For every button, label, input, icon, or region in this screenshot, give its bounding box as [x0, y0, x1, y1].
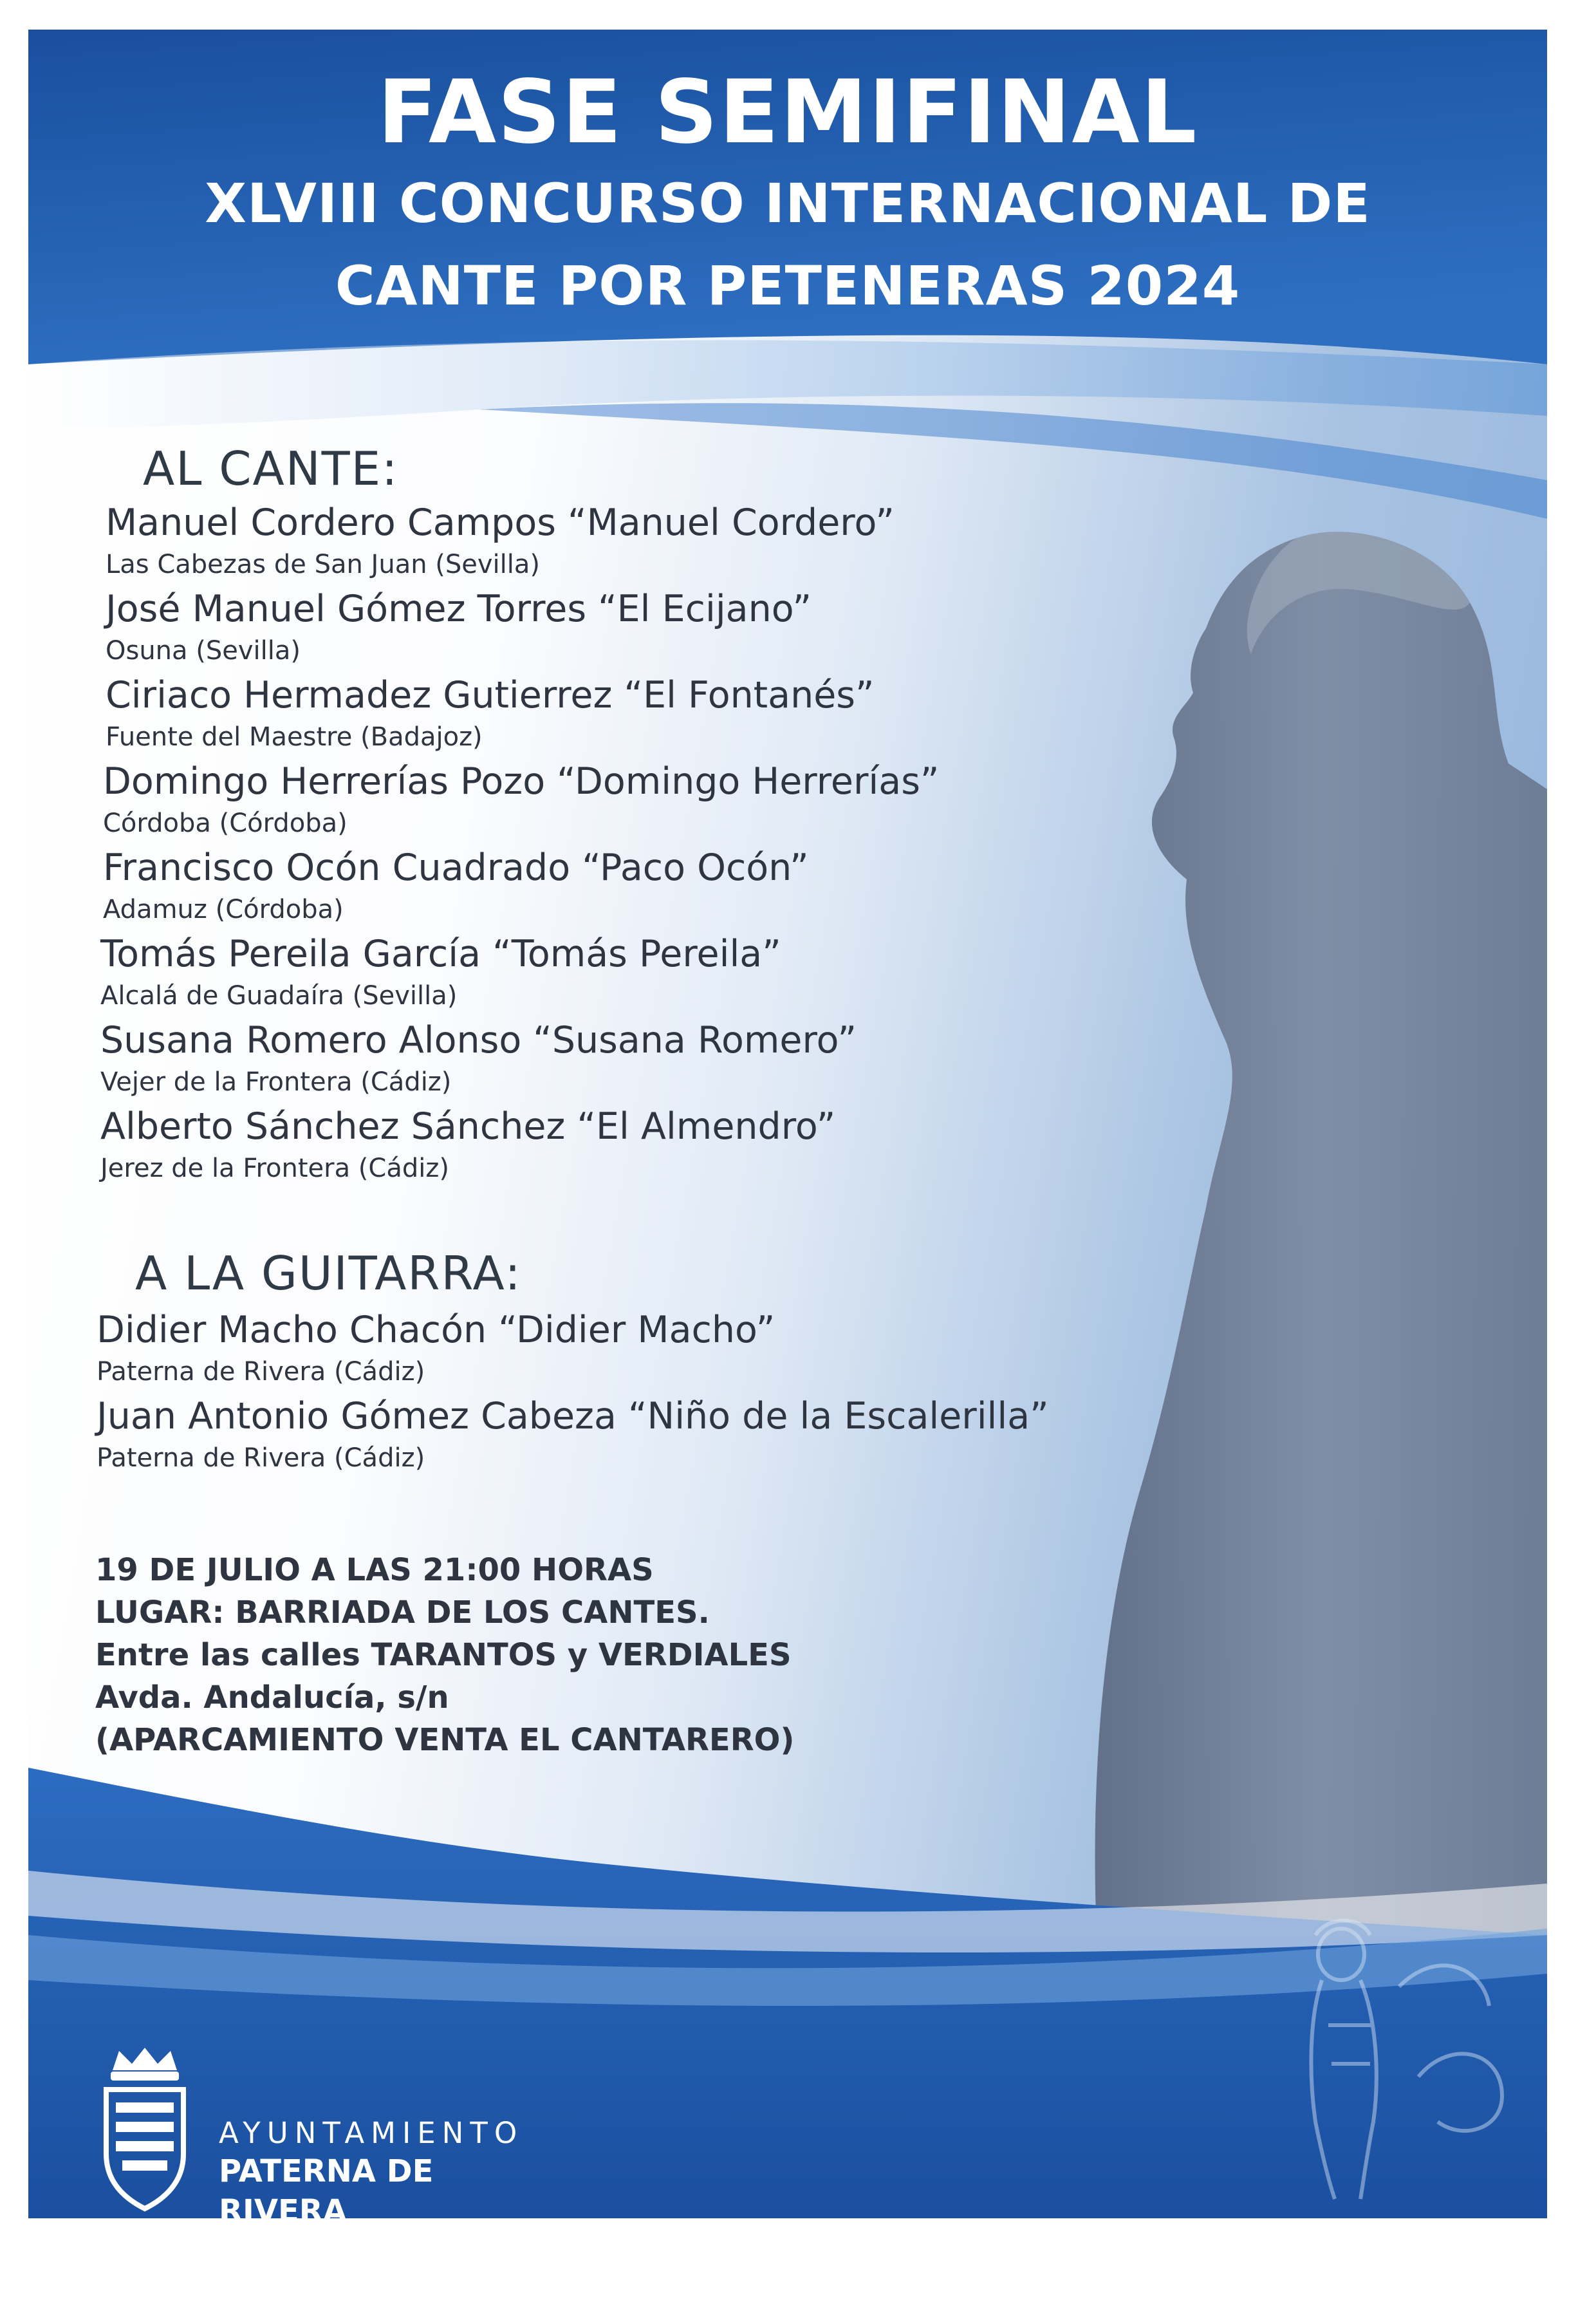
event-info — [95, 1549, 794, 1761]
participant-place: Jerez de la Frontera (Cádiz) — [100, 1154, 449, 1183]
event-streets: Entre las calles TARANTOS y VERDIALES — [95, 1637, 792, 1673]
poster — [28, 30, 1547, 2304]
participant-cante-1 — [106, 500, 895, 583]
participant-cante-3 — [106, 672, 875, 756]
participant-guitarra-2 — [97, 1393, 1049, 1477]
event-address: Avda. Andalucía, s/n — [95, 1679, 449, 1716]
participant-name: Didier Macho Chacón “Didier Macho” — [97, 1309, 775, 1351]
participant-name: Alberto Sánchez Sánchez “El Almendro” — [100, 1105, 836, 1148]
participant-guitarra-1 — [97, 1307, 775, 1390]
participant-name: Susana Romero Alonso “Susana Romero” — [100, 1019, 857, 1062]
participant-name: Juan Antonio Gómez Cabeza “Niño de la Escalerilla” — [97, 1395, 1049, 1437]
ayuntamiento-text — [219, 2115, 547, 2311]
org-line-1: AYUNTAMIENTO — [219, 2116, 524, 2150]
cantaor-figure-emblem-icon — [1270, 1909, 1528, 2205]
statue-silhouette-image — [994, 519, 1547, 1935]
participant-name: Francisco Ocón Cuadrado “Paco Ocón” — [103, 847, 809, 889]
section-heading-cante: AL CANTE: — [143, 442, 399, 496]
ayuntamiento-logo — [97, 2044, 547, 2304]
participant-place: Las Cabezas de San Juan (Sevilla) — [106, 550, 540, 579]
participant-place: Córdoba (Córdoba) — [103, 809, 348, 838]
participant-cante-6 — [100, 931, 781, 1015]
org-line-2: PATERNA DE RIVERA — [219, 2153, 434, 2229]
coat-of-arms-icon — [97, 2044, 193, 2212]
poster-subtitle — [28, 162, 1547, 327]
section-heading-guitarra: A LA GUITARRA: — [135, 1246, 522, 1300]
participant-cante-5 — [103, 845, 809, 928]
participant-cante-7 — [100, 1017, 857, 1101]
participant-name: José Manuel Gómez Torres “El Ecijano” — [106, 588, 812, 630]
participant-place: Paterna de Rivera (Cádiz) — [97, 1443, 425, 1473]
participant-name: Ciriaco Hermadez Gutierrez “El Fontanés” — [106, 674, 875, 716]
participant-place: Osuna (Sevilla) — [106, 636, 301, 666]
participant-cante-8 — [100, 1103, 835, 1187]
event-parking: (APARCAMIENTO VENTA EL CANTARERO) — [95, 1722, 795, 1758]
event-place: LUGAR: BARRIADA DE LOS CANTES. — [95, 1595, 710, 1631]
participant-name: Domingo Herrerías Pozo “Domingo Herrerías” — [103, 760, 940, 803]
subtitle-line-2: CANTE POR PETENERAS 2024 — [335, 254, 1241, 317]
org-line-3: DELEGACIÓN DE CULTURA — [219, 2238, 436, 2304]
participant-name: Manuel Cordero Campos “Manuel Cordero” — [106, 501, 895, 544]
participant-place: Alcalá de Guadaíra (Sevilla) — [100, 981, 458, 1011]
poster-title: FASE SEMIFINAL — [377, 62, 1198, 164]
event-date: 19 DE JULIO A LAS 21:00 HORAS — [95, 1552, 654, 1588]
subtitle-line-1: XLVIII CONCURSO INTERNACIONAL DE — [205, 172, 1371, 235]
participant-place: Fuente del Maestre (Badajoz) — [106, 722, 483, 752]
participant-cante-4 — [103, 758, 939, 842]
participant-place: Vejer de la Frontera (Cádiz) — [100, 1067, 452, 1097]
participant-place: Adamuz (Córdoba) — [103, 895, 344, 924]
participant-place: Paterna de Rivera (Cádiz) — [97, 1357, 425, 1387]
participant-cante-2 — [106, 586, 812, 669]
participant-name: Tomás Pereila García “Tomás Pereila” — [100, 933, 781, 975]
